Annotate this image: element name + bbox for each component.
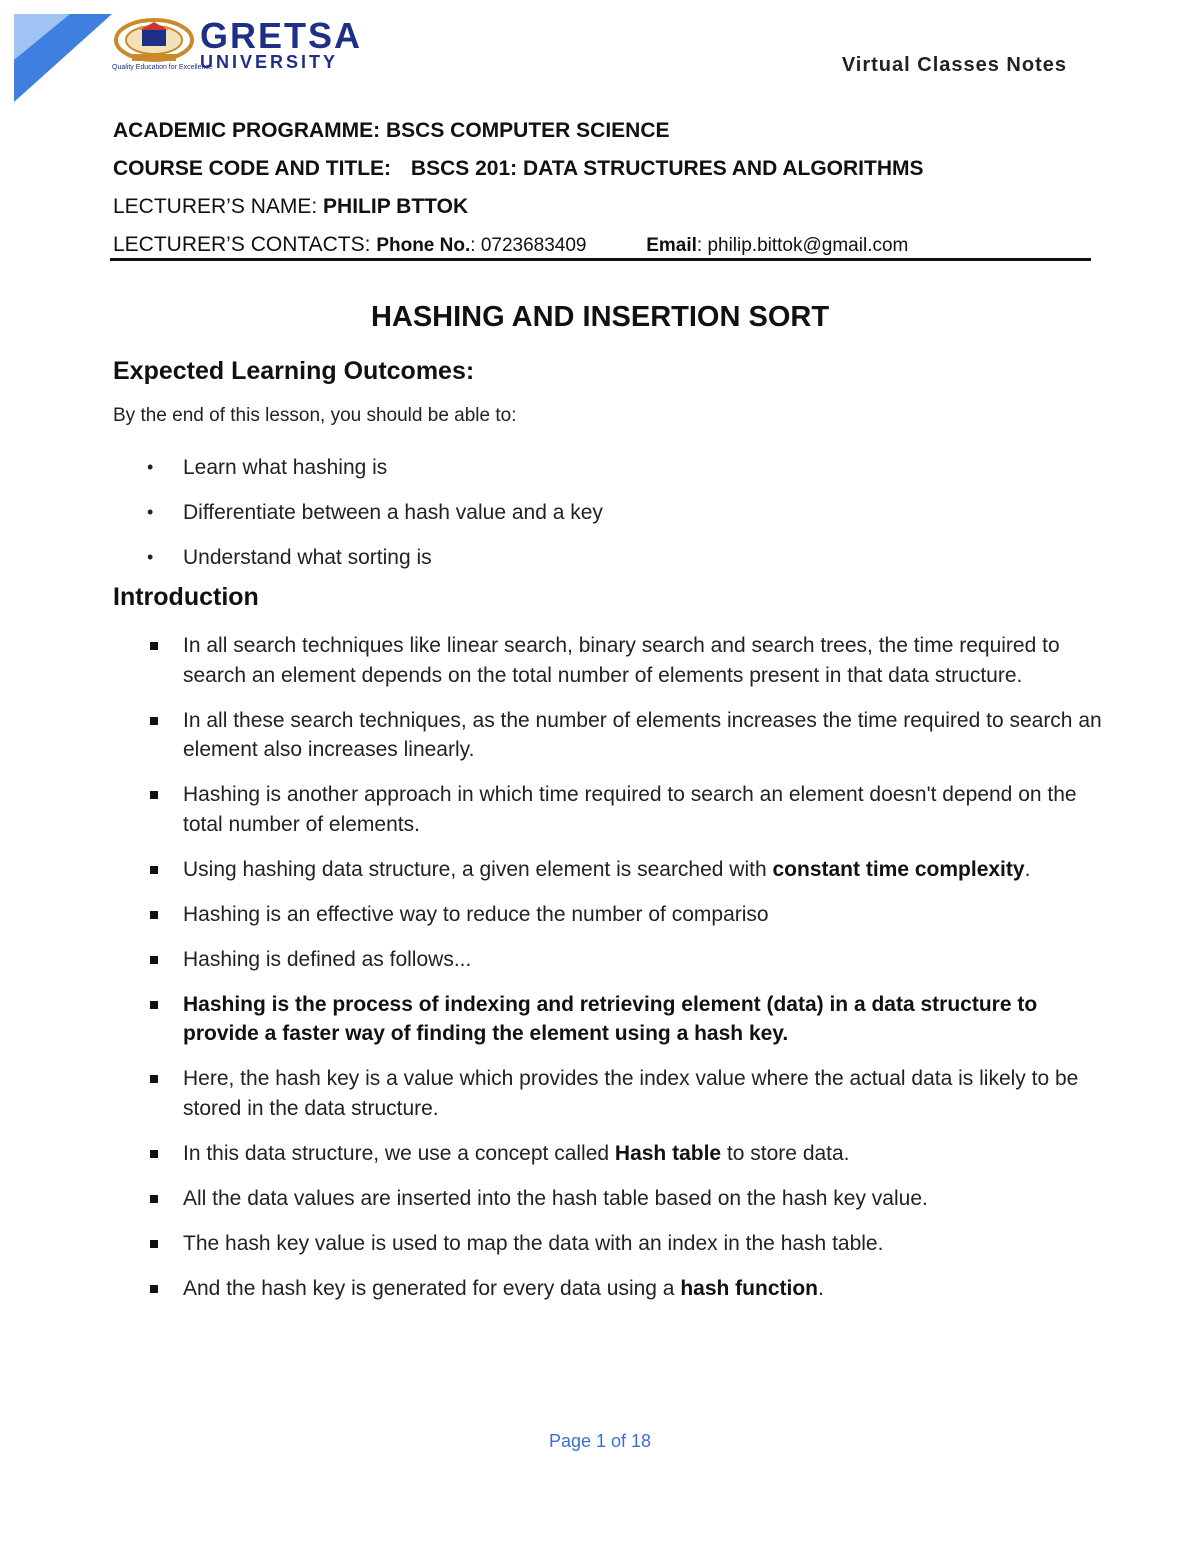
list-item-text: In this data structure, we use a concept called [183,1141,615,1165]
header-label: Virtual Classes Notes [841,54,1067,76]
introduction-heading: Introduction [113,583,259,611]
list-item-text: And the hash key is generated for every data using a [183,1276,681,1300]
list-item [113,855,1103,885]
lecturer-line [113,188,1093,226]
list-item [113,990,1103,1049]
list-item [113,706,1103,765]
emphasis-text: hash function [680,1276,818,1300]
square-bullet-icon [150,866,158,874]
bullet-icon: • [147,502,154,522]
page-number: Page 1 of 18 [548,1431,652,1451]
list-item-text: Hashing is another approach in which time required to search an element doesn't depend on the total number of elements. [183,783,1077,836]
outcomes-heading: Expected Learning Outcomes: [113,357,475,385]
list-item-text: . [818,1276,824,1300]
list-item-text: All the data values are inserted into the hash table based on the hash key value. [183,1186,928,1210]
emphasis-text: Hash table [614,1141,722,1165]
bullet-icon: • [147,457,154,477]
document-title: HASHING AND INSERTION SORT [370,301,830,333]
crest-icon [112,14,196,64]
email-value: : philip.bittok@gmail.com [696,235,909,256]
list-item-text: In all these search techniques, as the number of elements increases the time required to search an element also increases linearly. [183,708,1102,761]
course-line [113,150,1093,188]
square-bullet-icon [150,1240,158,1248]
square-bullet-icon [150,1075,158,1083]
list-item-text: Using hashing data structure, a given element is searched with [183,857,773,881]
list-item-text: Learn what hashing is [183,456,388,479]
logo-motto: Quality Education for Excellence [112,64,213,71]
list-item [113,1184,1103,1214]
logo-sub: UNIVERSITY [200,52,339,72]
list-item-text: The hash key value is used to map the data with an index in the hash table. [183,1231,884,1255]
logo-name: GRETSA [200,15,363,56]
outcomes-intro: By the end of this lesson, you should be able to: [113,405,517,426]
list-item [113,490,603,535]
square-bullet-icon [150,956,158,964]
list-item [113,945,1103,975]
emphasis-text: constant time complexity [772,857,1025,881]
email-label: Email [646,235,697,256]
list-item-text: Differentiate between a hash value and a key [183,501,603,524]
list-item-text: Hashing is an effective way to reduce the number of compariso [183,902,769,926]
square-bullet-icon [150,911,158,919]
list-item [113,1274,1103,1304]
list-item-text: Hashing is defined as follows... [183,947,472,971]
list-item [113,631,1103,690]
square-bullet-icon [150,717,158,725]
list-item [113,1139,1103,1169]
course-meta [113,112,1093,264]
corner-decoration [0,0,120,110]
course-value: BSCS 201: DATA STRUCTURES AND ALGORITHMS [410,157,924,180]
logo-wordmark [200,15,363,72]
list-item-text: . [1024,857,1031,881]
list-item [113,780,1103,839]
square-bullet-icon [150,1195,158,1203]
phone-value: : 0723683409 [470,235,587,256]
introduction-list [113,631,1103,1319]
list-item-text: to store data. [721,1141,850,1165]
list-item [113,445,603,490]
header-divider [110,258,1091,261]
list-item-text: Here, the hash key is a value which provides the index value where the actual data is likely to be stored in the data structure. [183,1067,1079,1120]
square-bullet-icon [150,1150,158,1158]
square-bullet-icon [150,1285,158,1293]
square-bullet-icon [150,1001,158,1009]
bullet-icon: • [147,547,154,567]
square-bullet-icon [150,642,158,650]
list-item-text: In all search techniques like linear search, binary search and search trees, the time required to search an element depends on the total number of elements present in that data structure. [183,634,1060,687]
contacts-label: LECTURER’S CONTACTS: [113,233,371,256]
course-label: COURSE CODE AND TITLE: [113,157,392,180]
list-item-text: Understand what sorting is [183,546,432,569]
list-item [113,535,603,580]
list-item [113,1064,1103,1123]
list-item [113,900,1103,930]
outcomes-list [113,445,603,580]
university-logo [112,14,372,76]
programme-line [113,112,1093,150]
list-item [113,1229,1103,1259]
emphasis-text: Hashing is the process of indexing and retrieving element (data) in a data structure to provide a faster way of finding the element using a hash key. [183,992,1038,1045]
phone-label: Phone No. [376,235,471,256]
lecturer-value: PHILIP BTTOK [323,195,469,218]
lecturer-label: LECTURER’S NAME: [113,195,318,218]
square-bullet-icon [150,791,158,799]
programme-label: ACADEMIC PROGRAMME: BSCS COMPUTER SCIENCE [113,119,670,142]
